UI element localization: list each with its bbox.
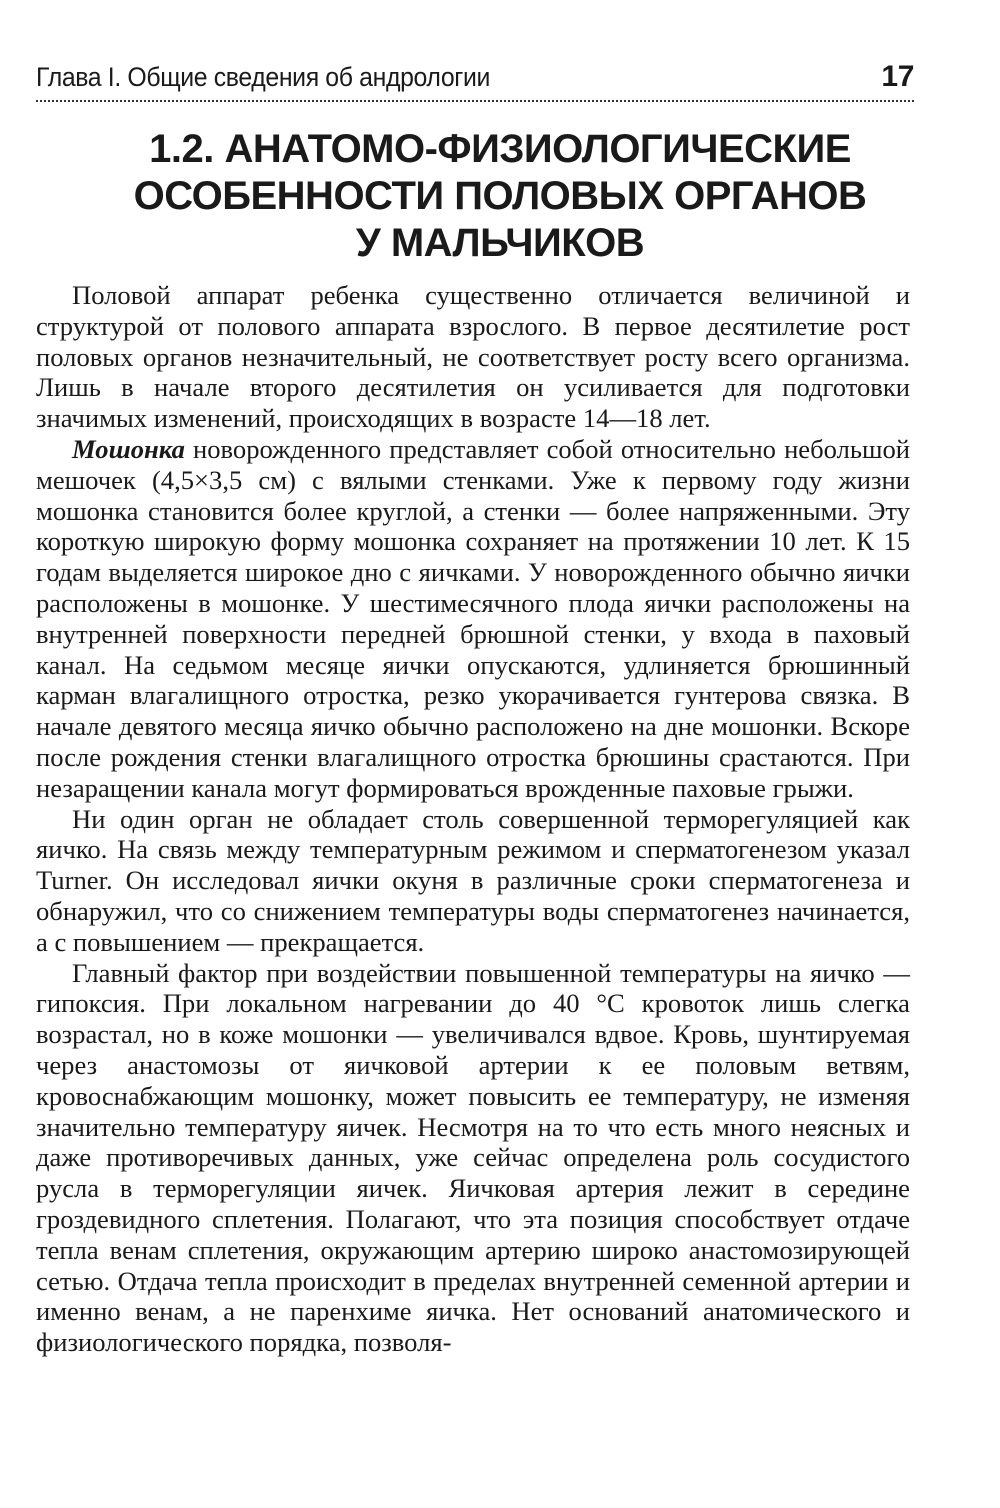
- paragraph: Главный фактор при воздействии повышенной температуры на яичко — гипоксия. При локальном нагревании до 40 °С кровоток лишь слегка возрастал, но в коже мошонки — увеличивался вдвое. Кровь, шунтируемая через анастомозы от яичковой артерии к ее половым ветвям, кровоснабжающим мошонку, может повысить ее температуру, не изменяя значительно температуру яичек. Несмотря на то что есть много неясных и даже противоречивых данных, уже сейчас определена роль сосудистого русла в терморегуляции яичек. Яичковая артерия лежит в середине гроздевидного сплетения. Полагают, что эта позиция способствует отдаче тепла венам сплетения, окружающим артерию широко анастомозирующей сетью. Отдача тепла происходит в пределах внутренней семенной артерии и именно венам, а не паренхиме яичка. Нет оснований анатомического и физиологического порядка, позволя-: [36, 957, 910, 1358]
- term-highlight: Мошонка: [72, 433, 185, 464]
- paragraph: [36, 434, 910, 804]
- paragraph: Ни один орган не обладает столь совершенной терморегуляцией как яичко. На связь между температурным режимом и сперматогенезом указал Turner. Он исследовал яички окуня в различные сроки сперматогенеза и обнаружил, что со снижением температуры воды сперматогенез начинается, а с повышением — прекращается.: [36, 803, 910, 957]
- chapter-title: Глава I. Общие сведения об андрологии: [36, 62, 490, 92]
- section-title-line: 1.2. АНАТОМО-ФИЗИОЛОГИЧЕСКИЕ: [149, 127, 851, 171]
- section-title: [60, 126, 940, 267]
- section-title-line: ОСОБЕННОСТИ ПОЛОВЫХ ОРГАНОВ: [133, 174, 867, 218]
- paragraph: Половой аппарат ребенка существенно отличается величиной и структурой от полового аппарата взрослого. В первое десятилетие рост половых органов незначительный, не соответствует росту всего организма. Лишь в начале второго десятилетия он усиливается для подготовки значимых изменений, происходящих в возрасте 14—18 лет.: [36, 280, 910, 434]
- paragraph-text: новорожденного представляет собой относительно небольшой мешочек (4,5×3,5 см) с вялыми стенками. Уже к первому году жизни мошонка становится более круглой, а стенки — более напряженными. Эту короткую широкую форму мошонка сохраняет на протяжении 10 лет. К 15 годам выделяется широкое дно с яичками. У новорожденного обычно яички расположены в мошонке. У шестимесячного плода яички расположены на внутренней поверхности передней брюшной стенки, у входа в паховый канал. На седьмом месяце яички опускаются, удлиняется брюшинный карман влагалищного отростка, резко укорачивается гунтерова связка. В начале девятого месяца яичко обычно расположено на дне мошонки. Вскоре после рождения стенки влагалищного отростка брюшины срастаются. При незаращении канала могут формироваться врожденные паховые грыжи.: [36, 433, 910, 803]
- header-divider: [36, 100, 914, 102]
- section-title-line: У МАЛЬЧИКОВ: [355, 221, 645, 265]
- page-number: 17: [881, 60, 914, 93]
- body-text: [36, 280, 910, 1358]
- running-header: [36, 58, 914, 98]
